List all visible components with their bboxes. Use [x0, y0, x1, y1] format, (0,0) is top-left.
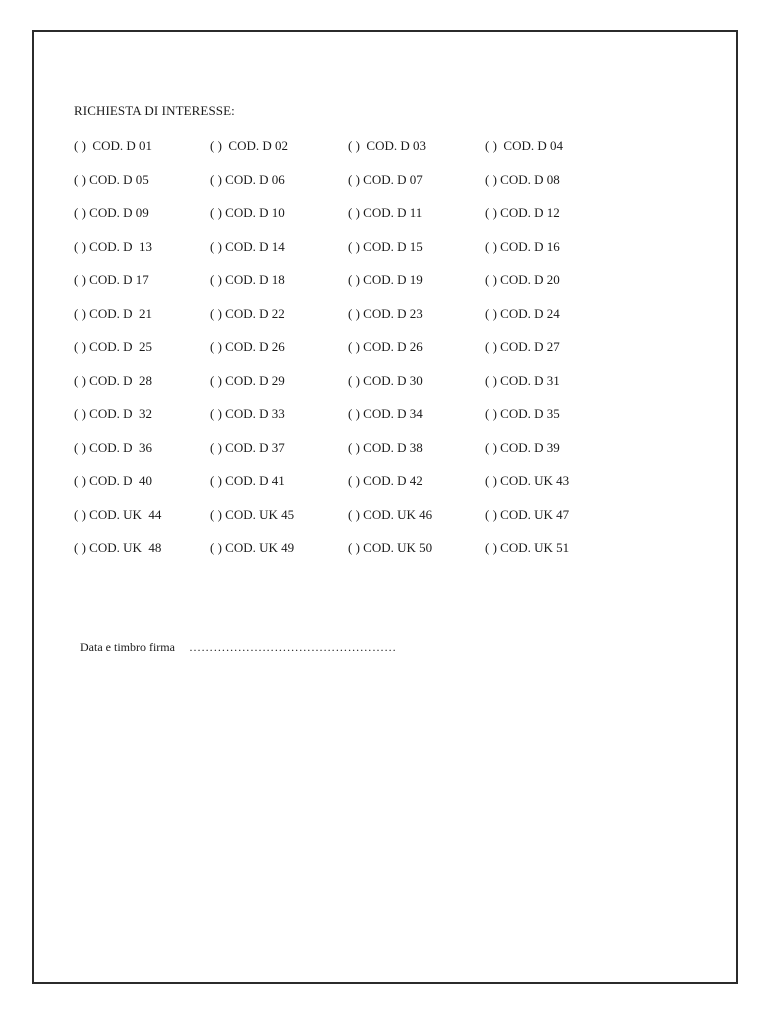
option-checkbox[interactable]: ( ) COD. D 03 — [348, 138, 426, 153]
option-checkbox[interactable]: ( ) COD. UK 47 — [485, 506, 570, 522]
option-checkbox[interactable]: ( ) COD. D 38 — [348, 439, 423, 455]
option-row — [74, 540, 634, 574]
page-title: RICHIESTA DI INTERESSE: — [74, 103, 235, 118]
option-row — [74, 473, 634, 507]
option-checkbox[interactable]: ( ) COD. D 12 — [485, 205, 560, 220]
option-row — [74, 172, 634, 206]
option-row — [74, 406, 634, 440]
option-checkbox[interactable]: ( ) COD. D 23 — [348, 305, 423, 321]
option-checkbox[interactable]: ( ) COD. D 14 — [210, 238, 285, 254]
option-checkbox[interactable]: ( ) COD. D 15 — [348, 238, 423, 254]
option-row — [74, 205, 634, 239]
option-checkbox[interactable]: ( ) COD. D 01 — [74, 138, 152, 153]
signature-label: Data e timbro firma — [80, 640, 175, 654]
option-checkbox[interactable]: ( ) COD. D 05 — [74, 171, 149, 187]
option-checkbox[interactable]: ( ) COD. UK 43 — [485, 473, 570, 488]
option-checkbox[interactable]: ( ) COD. D 25 — [74, 339, 152, 354]
option-checkbox[interactable]: ( ) COD. D 06 — [210, 171, 285, 187]
option-checkbox[interactable]: ( ) COD. D 07 — [348, 171, 423, 187]
option-checkbox[interactable]: ( ) COD. D 37 — [210, 439, 285, 455]
option-checkbox[interactable]: ( ) COD. D 26 — [348, 339, 423, 354]
option-checkbox[interactable]: ( ) COD. UK 50 — [348, 540, 433, 555]
option-row — [74, 239, 634, 273]
option-row — [74, 306, 634, 340]
option-checkbox[interactable]: ( ) COD. D 19 — [348, 272, 423, 287]
option-checkbox[interactable]: ( ) COD. D 35 — [485, 406, 560, 421]
option-checkbox[interactable]: ( ) COD. D 08 — [485, 171, 560, 187]
option-checkbox[interactable]: ( ) COD. UK 44 — [74, 506, 162, 522]
option-checkbox[interactable]: ( ) COD. D 11 — [348, 205, 423, 220]
option-checkbox[interactable]: ( ) COD. D 32 — [74, 406, 152, 421]
option-checkbox[interactable]: ( ) COD. D 09 — [74, 205, 149, 220]
option-checkbox[interactable]: ( ) COD. D 42 — [348, 473, 423, 488]
option-checkbox[interactable]: ( ) COD. D 41 — [210, 473, 285, 488]
option-row — [74, 138, 634, 172]
option-checkbox[interactable]: ( ) COD. D 40 — [74, 473, 152, 488]
option-checkbox[interactable]: ( ) COD. D 24 — [485, 305, 560, 321]
option-checkbox[interactable]: ( ) COD. D 21 — [74, 305, 152, 321]
option-checkbox[interactable]: ( ) COD. D 02 — [210, 138, 288, 153]
option-checkbox[interactable]: ( ) COD. D 31 — [485, 372, 560, 388]
option-checkbox[interactable]: ( ) COD. D 30 — [348, 372, 423, 388]
options-grid — [74, 138, 634, 574]
option-checkbox[interactable]: ( ) COD. UK 51 — [485, 540, 570, 555]
option-checkbox[interactable]: ( ) COD. D 29 — [210, 372, 285, 388]
option-checkbox[interactable]: ( ) COD. D 04 — [485, 138, 563, 153]
option-checkbox[interactable]: ( ) COD. D 33 — [210, 406, 285, 421]
option-checkbox[interactable]: ( ) COD. D 13 — [74, 238, 152, 254]
option-checkbox[interactable]: ( ) COD. UK 48 — [74, 540, 162, 555]
option-checkbox[interactable]: ( ) COD. D 36 — [74, 439, 152, 455]
option-checkbox[interactable]: ( ) COD. D 26 — [210, 339, 285, 354]
option-checkbox[interactable]: ( ) COD. D 10 — [210, 205, 285, 220]
option-row — [74, 507, 634, 541]
option-checkbox[interactable]: ( ) COD. D 28 — [74, 372, 152, 388]
option-checkbox[interactable]: ( ) COD. D 16 — [485, 238, 560, 254]
option-checkbox[interactable]: ( ) COD. D 22 — [210, 305, 285, 321]
option-checkbox[interactable]: ( ) COD. D 18 — [210, 272, 285, 287]
option-checkbox[interactable]: ( ) COD. D 39 — [485, 439, 560, 455]
option-checkbox[interactable]: ( ) COD. D 20 — [485, 272, 560, 287]
signature-field[interactable]: …………………………………………… — [188, 640, 397, 654]
option-checkbox[interactable]: ( ) COD. UK 45 — [210, 506, 295, 522]
option-row — [74, 272, 634, 306]
option-checkbox[interactable]: ( ) COD. D 34 — [348, 406, 423, 421]
option-row — [74, 373, 634, 407]
signature-section — [74, 625, 396, 655]
option-row — [74, 440, 634, 474]
option-checkbox[interactable]: ( ) COD. D 17 — [74, 272, 149, 287]
option-checkbox[interactable]: ( ) COD. D 27 — [485, 339, 560, 354]
option-checkbox[interactable]: ( ) COD. UK 49 — [210, 540, 295, 555]
option-checkbox[interactable]: ( ) COD. UK 46 — [348, 506, 433, 522]
option-row — [74, 339, 634, 373]
